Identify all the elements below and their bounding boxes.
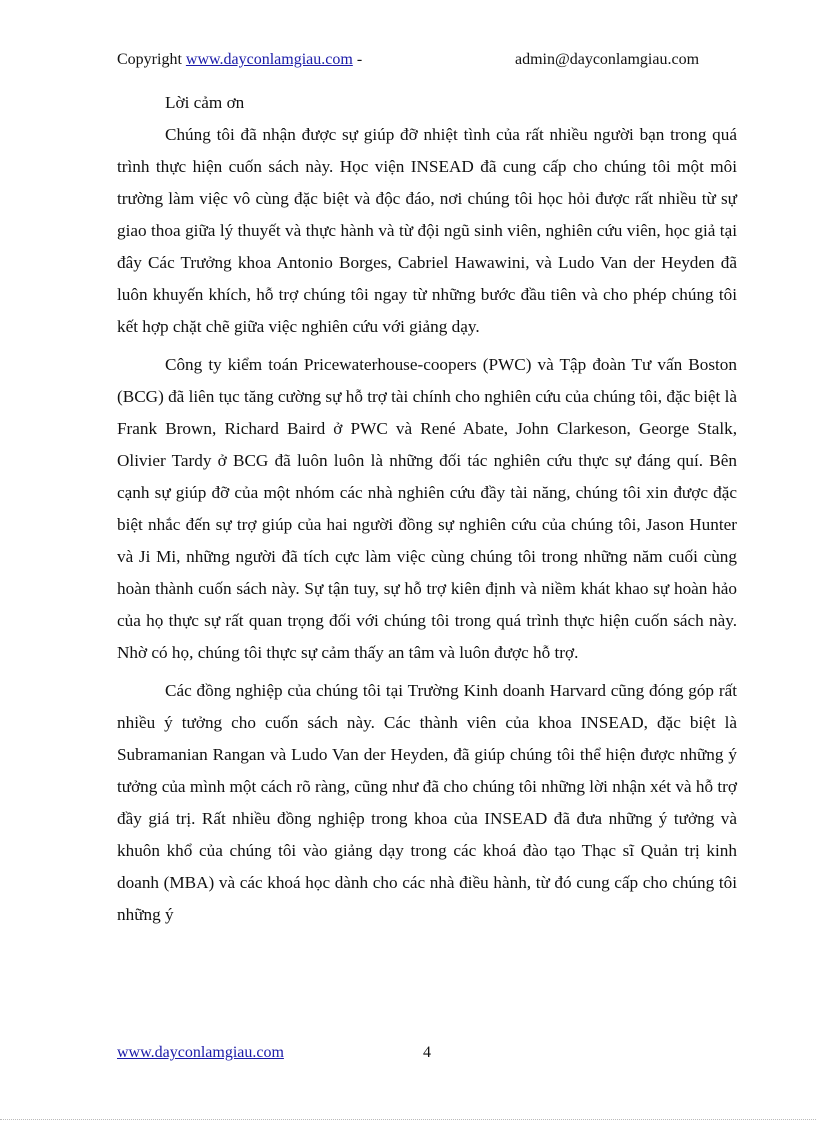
page-footer xyxy=(117,1042,737,1064)
paragraph-insead: Chúng tôi đã nhận được sự giúp đỡ nhiệt tình của rất nhiều người bạn trong quá trình thực hiện cuốn sách này. Học viện INSEAD đã cung cấp cho chúng tôi một môi trường làm việc vô cùng đặc biệt và độc đáo, nơi chúng tôi học hỏi được rất nhiều từ sự giao thoa giữa lý thuyết và thực hành và từ đội ngũ sinh viên, nghiên cứu viên, học giả tại đây Các Trưởng khoa Antonio Borges, Cabriel Hawawini, và Ludo Van der Heyden đã luôn khuyến khích, hỗ trợ chúng tôi ngay từ những bước đầu tiên và cho phép chúng tôi kết hợp chặt chẽ giữa việc nghiên cứu với giảng dạy. xyxy=(117,125,737,336)
page-number: 4 xyxy=(423,1044,431,1061)
header-separator: - xyxy=(356,51,363,68)
header-email: admin@dayconlamgiau.com xyxy=(515,51,700,68)
paragraph-harvard: Các đồng nghiệp của chúng tôi tại Trường Kinh doanh Harvard cũng đóng góp rất nhiều ý tưởng cho cuốn sách này. Các thành viên của khoa INSEAD, đặc biệt là Subramanian Rangan và Ludo Van der Heyden, đã giúp chúng tôi thể hiện được những ý tưởng của mình một cách rõ ràng, cũng như đã cho chúng tôi những lời nhận xét và hỗ trợ đầy giá trị. Rất nhiều đồng nghiệp trong khoa của INSEAD đã đưa những ý tưởng và khuôn khổ của chúng tôi vào giảng dạy trong các khoá đào tạo Thạc sĩ Quản trị kinh doanh (MBA) và các khoá học dành cho các nhà điều hành, từ đó cung cấp cho chúng tôi những ý xyxy=(117,681,737,924)
section-heading: Lời cảm ơn xyxy=(165,93,245,112)
copyright-line xyxy=(117,49,362,71)
header-site-link[interactable]: www.dayconlamgiau.com xyxy=(185,51,353,68)
footer-site-link[interactable]: www.dayconlamgiau.com xyxy=(117,1044,284,1061)
paragraph-pwc-bcg: Công ty kiểm toán Pricewaterhouse-coopers (PWC) và Tập đoàn Tư vấn Boston (BCG) đã liên tục tăng cường sự hỗ trợ tài chính cho nghiên cứu của chúng tôi, đặc biệt là Frank Brown, Richard Baird ở PWC và René Abate, John Clarkeson, George Stalk, Olivier Tardy ở BCG đã luôn luôn là những đối tác nghiên cứu thực sự đáng quí. Bên cạnh sự giúp đỡ của một nhóm các nhà nghiên cứu đầy tài năng, chúng tôi xin được đặc biệt nhắc đến sự trợ giúp của hai người đồng sự nghiên cứu của chúng tôi, Jason Hunter và Ji Mi, những người đã tích cực làm việc cùng chúng tôi trong những năm cuối cùng hoàn thành cuốn sách này. Sự tận tuy, sự hỗ trợ kiên định và niềm khát khao sự hoàn hảo của họ thực sự rất quan trọng đối với chúng tôi trong quá trình thực hiện cuốn sách này. Nhờ có họ, chúng tôi thực sự cảm thấy an tâm và luôn được hỗ trợ. xyxy=(117,355,737,662)
document-body xyxy=(117,87,737,937)
copyright-label: Copyright xyxy=(117,51,182,68)
page-header xyxy=(117,49,737,71)
page-bottom-edge xyxy=(0,1119,816,1120)
